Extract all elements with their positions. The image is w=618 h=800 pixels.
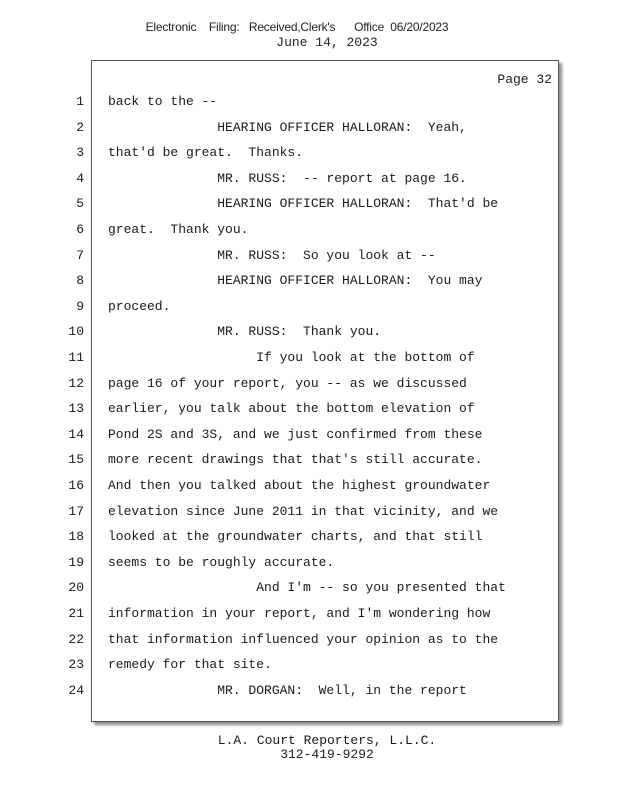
line-number: 21: [68, 606, 84, 621]
line-number: 6: [76, 222, 84, 237]
line-number: 10: [68, 324, 84, 340]
transcript-line: page 16 of your report, you -- as we discussed: [108, 375, 467, 391]
line-number: 20: [68, 580, 84, 596]
transcript-line: HEARING OFFICER HALLORAN: Yeah,: [108, 119, 467, 135]
line-number: 4: [76, 170, 84, 186]
transcript-line: Pond 2S and 3S, and we just confirmed from these: [108, 426, 483, 442]
transcript-line: MR. RUSS: Thank you.: [108, 324, 382, 340]
transcript-line: information in your report, and I'm wondering how: [108, 606, 491, 621]
transcript-line: And then you talked about the highest groundwater: [108, 478, 491, 493]
line-number: 8: [76, 273, 84, 289]
footer-phone: 312-419-9292: [280, 747, 374, 762]
footer-company: L.A. Court Reporters, L.L.C.: [217, 733, 437, 748]
transcript-line: If you look at the bottom of: [108, 350, 475, 365]
transcript-line: MR. RUSS: So you look at --: [108, 247, 436, 263]
transcript-line: remedy for that site.: [108, 657, 272, 673]
line-number: 2: [76, 119, 84, 135]
line-number: 13: [68, 401, 84, 417]
line-number: 15: [68, 452, 84, 468]
transcript-date: June 14, 2023: [276, 35, 378, 50]
line-number: 24: [68, 682, 84, 698]
line-number: 12: [68, 375, 84, 391]
line-number: 17: [68, 503, 84, 519]
line-number: 5: [76, 196, 84, 212]
transcript-line: MR. DORGAN: Well, in the report: [108, 682, 467, 698]
transcript-line: HEARING OFFICER HALLORAN: You may: [108, 273, 483, 289]
transcript-line: HEARING OFFICER HALLORAN: That'd be: [108, 196, 499, 212]
transcript-line: back to the --: [108, 94, 218, 109]
line-number: 11: [68, 350, 84, 365]
filing-stamp: Electronic Filing: Received,Clerk's Office 06/20/2023: [145, 20, 449, 34]
transcript-line: MR. RUSS: -- report at page 16.: [108, 170, 467, 186]
transcript-line: earlier, you talk about the bottom elevation of: [108, 401, 475, 417]
line-number: 22: [68, 631, 84, 647]
transcript-line: more recent drawings that that's still accurate.: [108, 452, 483, 468]
line-number: 23: [68, 657, 84, 673]
transcript-line: seems to be roughly accurate.: [108, 554, 335, 570]
transcript-line: And I'm -- so you presented that: [108, 580, 506, 596]
line-number: 19: [68, 554, 84, 570]
transcript-line: great. Thank you.: [108, 222, 249, 237]
line-number: 1: [76, 94, 84, 109]
line-number: 3: [76, 145, 84, 161]
transcript-line: proceed.: [108, 298, 171, 314]
page-number: Page 32: [497, 72, 552, 87]
transcript-line: elevation since June 2011 in that vicinity, and we: [108, 503, 499, 519]
transcript-line: that information influenced your opinion as to the: [108, 631, 499, 647]
line-number: 7: [76, 247, 84, 263]
line-number: 18: [68, 529, 84, 545]
line-number: 9: [76, 298, 84, 314]
line-number: 16: [68, 478, 84, 493]
transcript-line: looked at the groundwater charts, and that still: [108, 529, 483, 545]
line-number: 14: [68, 426, 84, 442]
transcript-line: that'd be great. Thanks.: [108, 145, 304, 161]
